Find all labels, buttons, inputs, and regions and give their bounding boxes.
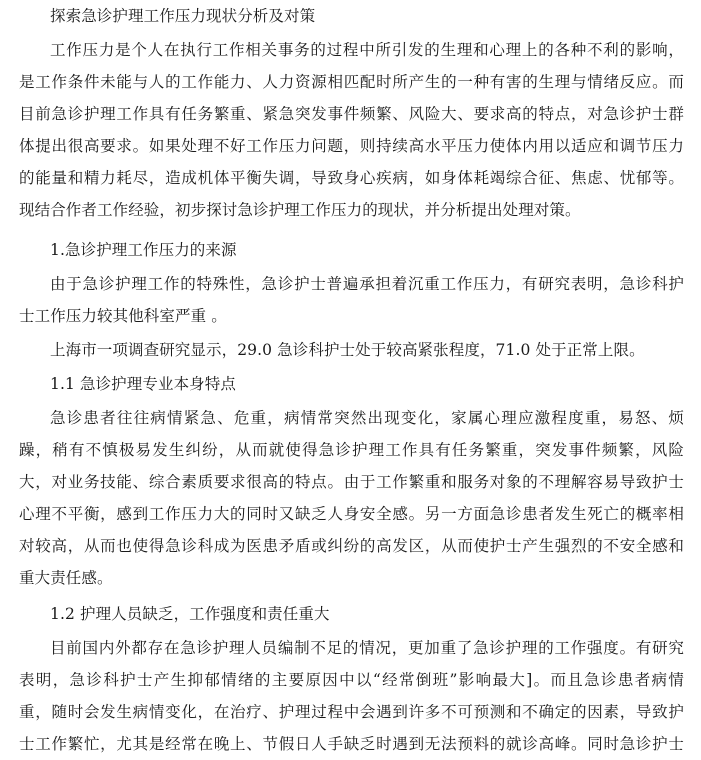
paragraph-4-line-2: 躁，稍有不慎极易发生纠纷，从而就使得急诊护理工作具有任务繁重，突发事件频繁，风险 bbox=[19, 441, 684, 459]
document-title: 探索急诊护理工作压力现状分析及对策 bbox=[50, 7, 316, 25]
paragraph-1-line-4: 体提出很高要求。如果处理不好工作压力问题，则持续高水平压力使体内用以适应和调节压力 bbox=[19, 137, 684, 155]
paragraph-1-line-3: 目前急诊护理工作具有任务繁重、紧急突发事件频繁、风险大、要求高的特点，对急诊护士群 bbox=[19, 105, 684, 123]
section-1-2-heading: 1.2 护理人员缺乏，工作强度和责任重大 bbox=[50, 605, 330, 623]
paragraph-4-line-5: 对较高，从而也使得急诊科成为医患矛盾或纠纷的高发区，从而使护士产生强烈的不安全感和 bbox=[19, 537, 684, 555]
paragraph-4-line-3: 大，对业务技能、综合素质要求很高的特点。由于工作繁重和服务对象的不理解容易导致护士 bbox=[19, 473, 684, 491]
section-1-heading: 1.急诊护理工作压力的来源 bbox=[50, 241, 237, 259]
paragraph-1-line-1: 工作压力是个人在执行工作相关事务的过程中所引发的生理和心理上的各种不利的影响， bbox=[50, 41, 684, 59]
paragraph-4-line-6: 重大责任感。 bbox=[19, 569, 113, 587]
paragraph-5-line-3: 重，随时会发生病情变化，在治疗、护理过程中会遇到许多不可预测和不确定的因素，导致护 bbox=[19, 703, 684, 721]
paragraph-2-line-1: 由于急诊护理工作的特殊性，急诊护士普遍承担着沉重工作压力，有研究表明，急诊科护 bbox=[50, 275, 684, 293]
paragraph-1-line-5: 的能量和精力耗尽，造成机体平衡失调，导致身心疾病，如身体耗竭综合征、焦虑、忧郁等。 bbox=[19, 169, 684, 187]
paragraph-4-line-4: 心理不平衡，感到工作压力大的同时又缺乏人身安全感。另一方面急诊患者发生死亡的概率相 bbox=[19, 505, 684, 523]
paragraph-5-line-4: 士工作繁忙，尤其是经常在晚上、节假日人手缺乏时遇到无法预料的就诊高峰。同时急诊护士 bbox=[19, 735, 684, 753]
paragraph-5-line-1: 目前国内外都存在急诊护理人员编制不足的情况，更加重了急诊护理的工作强度。有研究 bbox=[50, 639, 684, 657]
paragraph-3-line-1: 上海市一项调查研究显示，29.0 急诊科护士处于较高紧张程度，71.0 处于正常上限。 bbox=[50, 341, 645, 359]
paragraph-5-line-2: 表明，急诊科护士产生抑郁情绪的主要原因中以“经常倒班”影响最大]。而且急诊患者病情 bbox=[19, 671, 684, 689]
paragraph-1-line-6: 现结合作者工作经验，初步探讨急诊护理工作压力的现状，并分析提出处理对策。 bbox=[19, 201, 581, 219]
paragraph-2-line-2: 士工作压力较其他科室严重 。 bbox=[19, 307, 227, 325]
section-1-1-heading: 1.1 急诊护理专业本身特点 bbox=[50, 375, 236, 393]
paragraph-1-line-2: 是工作条件未能与人的工作能力、人力资源相匹配时所产生的一种有害的生理与情绪反应。而 bbox=[19, 73, 684, 91]
paragraph-4-line-1: 急诊患者往往病情紧急、危重，病情常突然出现变化，家属心理应激程度重，易怒、烦 bbox=[50, 409, 684, 427]
